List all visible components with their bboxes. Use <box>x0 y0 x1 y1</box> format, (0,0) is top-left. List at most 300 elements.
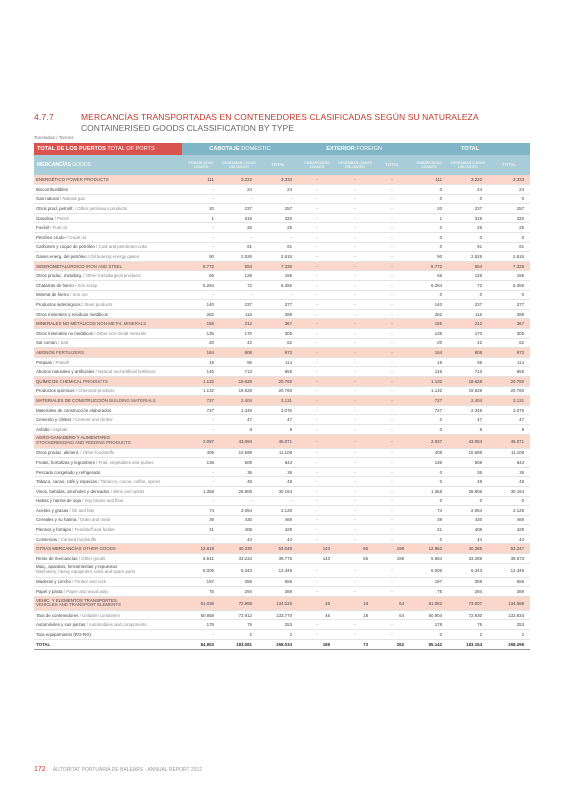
value-cell: - <box>298 376 336 386</box>
value-cell: - <box>298 252 336 262</box>
value-cell: - <box>298 486 336 496</box>
value-cell: 0 <box>410 194 448 204</box>
value-cell: 858 <box>488 367 530 377</box>
value-cell: 72.959 <box>220 596 258 610</box>
row-label-spanish: Fueloil <box>36 225 49 231</box>
row-label-spanish: Vinos, bebidas, alcoholes y derivados <box>36 488 110 494</box>
total-value-cell: 183.154 <box>448 639 488 649</box>
value-cell: 212 <box>220 319 258 329</box>
row-label-spanish: Productos químicos <box>36 388 75 394</box>
row-label-separator: / <box>73 282 78 288</box>
value-cell: 727 <box>182 396 220 406</box>
value-cell: 164 <box>182 348 220 358</box>
goods-header-english: GOODS <box>72 162 91 168</box>
value-cell: 19 <box>182 357 220 367</box>
row-label <box>34 348 182 358</box>
sub-header-english: UNLOADED <box>458 165 479 169</box>
row-label-english: Natural gas <box>62 196 85 202</box>
value-cell: 39.775 <box>258 554 298 564</box>
value-cell: 6.006 <box>410 563 448 577</box>
category-row <box>34 175 530 185</box>
row-label <box>34 396 182 406</box>
value-cell: 74 <box>410 506 448 516</box>
value-cell: - <box>182 242 220 252</box>
value-cell: - <box>374 458 410 468</box>
value-cell: - <box>374 261 410 271</box>
value-cell: 33.234 <box>220 554 258 564</box>
row-label-english: Soy beans and flour <box>84 498 124 504</box>
value-cell: 2.616 <box>258 252 298 262</box>
value-cell: - <box>298 563 336 577</box>
value-cell: - <box>336 329 374 339</box>
row-label-english: Oil bearing energy gases <box>90 254 140 260</box>
value-cell: - <box>336 587 374 597</box>
row-label-spanish: Biocombustibles <box>36 186 68 192</box>
value-cell: 6.284 <box>182 281 220 291</box>
value-cell: 72 <box>220 281 258 291</box>
category-row <box>34 544 530 554</box>
value-cell: - <box>298 396 336 406</box>
value-cell: - <box>336 458 374 468</box>
value-cell: 0 <box>410 233 448 243</box>
value-cell: 155 <box>410 319 448 329</box>
value-cell: - <box>374 587 410 597</box>
value-cell: 0 <box>410 242 448 252</box>
value-cell: - <box>220 194 258 204</box>
table-row <box>34 620 530 630</box>
row-label-spanish: Cereales y su harina <box>36 517 77 523</box>
sub-header-cell <box>488 155 530 175</box>
value-cell: 143 <box>298 544 336 554</box>
sub-header-cell <box>374 155 410 175</box>
value-cell: - <box>374 515 410 525</box>
value-cell: - <box>336 563 374 577</box>
value-cell: - <box>298 300 336 310</box>
row-label-english: Feedstuff and fodder <box>74 527 116 533</box>
value-cell: 60.858 <box>182 610 220 620</box>
value-cell: 369 <box>258 587 298 597</box>
row-label <box>34 271 182 281</box>
row-label-spanish: Gasolina <box>36 215 54 221</box>
row-label-english: Paper and wood pulp <box>66 589 108 595</box>
value-cell: 0 <box>448 496 488 506</box>
value-cell: 399 <box>258 309 298 319</box>
value-cell: 212 <box>448 319 488 329</box>
value-cell: 40.285 <box>448 544 488 554</box>
value-cell: 469 <box>258 515 298 525</box>
row-label-spanish: Automóviles y sus piezas <box>36 622 86 628</box>
value-cell: 2 <box>258 630 298 640</box>
value-cell: 73.007 <box>448 596 488 610</box>
table-row <box>34 486 530 496</box>
value-cell: 178 <box>182 620 220 630</box>
value-cell: - <box>336 367 374 377</box>
value-cell: 8 <box>488 424 530 434</box>
row-label-english: Grain and meal <box>79 517 110 523</box>
row-label <box>34 213 182 223</box>
value-cell: - <box>374 415 410 425</box>
value-cell: 320 <box>258 213 298 223</box>
value-cell: 1.132 <box>410 376 448 386</box>
value-cell: - <box>298 405 336 415</box>
value-cell: - <box>374 486 410 496</box>
value-cell: 0 <box>410 630 448 640</box>
value-cell: 19.628 <box>220 376 258 386</box>
value-cell: 25 <box>220 223 258 233</box>
value-cell: - <box>374 525 410 535</box>
value-cell: 377 <box>258 300 298 310</box>
value-cell: 2.349 <box>220 405 258 415</box>
goods-column-header <box>34 155 182 175</box>
row-label <box>34 486 182 496</box>
row-label <box>34 357 182 367</box>
table-row <box>34 223 530 233</box>
row-label-separator: / <box>109 488 114 494</box>
value-cell: 727 <box>410 396 448 406</box>
value-cell: - <box>298 204 336 214</box>
table-row <box>34 329 530 339</box>
value-cell: 30.164 <box>488 486 530 496</box>
value-cell: 30.164 <box>258 486 298 496</box>
value-cell: 198 <box>374 544 410 554</box>
value-cell: - <box>298 223 336 233</box>
total-label: TOTAL <box>34 639 182 649</box>
value-cell: 61.036 <box>182 596 220 610</box>
value-cell: - <box>336 319 374 329</box>
value-cell: - <box>374 630 410 640</box>
value-cell: 408 <box>448 525 488 535</box>
table-row <box>34 477 530 487</box>
value-cell: - <box>336 376 374 386</box>
row-label-spanish: Asfalto <box>36 426 50 432</box>
value-cell: - <box>336 290 374 300</box>
row-label-separator: / <box>77 555 82 561</box>
value-cell: 39 <box>410 515 448 525</box>
containerised-goods-table <box>34 143 530 650</box>
value-cell: - <box>374 271 410 281</box>
value-cell: - <box>336 448 374 458</box>
value-cell: - <box>298 587 336 597</box>
value-cell: - <box>182 233 220 243</box>
value-cell: 64 <box>374 596 410 610</box>
value-cell: 3.333 <box>258 175 298 185</box>
table-main-header <box>34 143 182 155</box>
value-cell: - <box>374 223 410 233</box>
value-cell: - <box>336 415 374 425</box>
table-row <box>34 458 530 468</box>
value-cell: 134.025 <box>258 596 298 610</box>
value-cell: 49 <box>220 477 258 487</box>
value-cell: 90 <box>410 252 448 262</box>
value-cell: 429 <box>258 525 298 535</box>
row-label-spanish: Otros prod. petrolif. <box>36 206 74 212</box>
value-cell: - <box>374 185 410 195</box>
sub-header-english: LOADED <box>193 165 209 169</box>
value-cell: 556 <box>258 577 298 587</box>
value-cell: - <box>298 448 336 458</box>
value-cell: 46 <box>298 596 336 610</box>
row-label-english: Petrol <box>57 215 69 221</box>
value-cell: 49 <box>448 477 488 487</box>
row-label <box>34 261 182 271</box>
value-cell: 237 <box>448 300 488 310</box>
value-cell: - <box>298 319 336 329</box>
table-row <box>34 213 530 223</box>
value-cell: - <box>374 290 410 300</box>
value-cell: - <box>298 506 336 516</box>
value-cell: 75 <box>448 620 488 630</box>
value-cell: - <box>258 233 298 243</box>
value-cell: 0 <box>410 477 448 487</box>
value-cell: 45.071 <box>258 434 298 448</box>
value-cell: - <box>182 467 220 477</box>
row-label <box>34 554 182 564</box>
total-value-cell: 189 <box>298 639 336 649</box>
value-cell: - <box>374 213 410 223</box>
row-label-separator: / <box>74 388 79 394</box>
table-row <box>34 415 530 425</box>
value-cell: - <box>182 477 220 487</box>
row-label-english: Unladen containers <box>82 612 120 618</box>
value-cell: - <box>336 386 374 396</box>
row-label-english: Other metallurgical products <box>85 273 141 279</box>
row-label <box>34 300 182 310</box>
table-row <box>34 496 530 506</box>
value-cell: - <box>220 290 258 300</box>
row-label <box>34 458 182 468</box>
table-row <box>34 506 530 516</box>
value-cell: 135 <box>182 329 220 339</box>
sub-header-spanish: DESEMBAR-CADAS <box>222 161 256 165</box>
value-cell: 237 <box>220 204 258 214</box>
row-label-separator: / <box>68 507 72 513</box>
row-label <box>34 329 182 339</box>
value-cell: 91 <box>258 242 298 252</box>
row-label-spanish: Piensos y forrajes <box>36 527 71 533</box>
value-cell: 253 <box>258 620 298 630</box>
category-row <box>34 376 530 386</box>
value-cell: 0 <box>488 233 530 243</box>
value-cell: 6.356 <box>258 281 298 291</box>
row-label-spanish: AGRO-GANADERO Y ALIMENTARIO <box>36 435 110 441</box>
sub-header-english: LOADED <box>421 165 437 169</box>
row-label-spanish: Otros produc. metalúrg. <box>36 273 83 279</box>
row-label-spanish: Otros produc. aliment. <box>36 450 80 456</box>
value-cell: - <box>298 338 336 348</box>
value-cell: - <box>374 477 410 487</box>
value-cell: - <box>374 396 410 406</box>
value-cell: 72 <box>448 281 488 291</box>
table-row <box>34 405 530 415</box>
sub-header-cell <box>182 155 220 175</box>
row-label <box>34 448 182 458</box>
value-cell: - <box>336 396 374 406</box>
row-label-spanish: Petróleo crudo <box>36 234 65 240</box>
value-cell: 12.349 <box>488 563 530 577</box>
value-cell: 727 <box>410 405 448 415</box>
section-number: 4.7.7 <box>34 112 54 122</box>
value-cell: 367 <box>488 319 530 329</box>
value-cell: 2.128 <box>488 506 530 516</box>
value-cell: - <box>336 194 374 204</box>
value-cell: 114 <box>488 357 530 367</box>
value-cell: 140 <box>182 300 220 310</box>
value-cell: - <box>298 477 336 487</box>
value-cell: 25 <box>488 223 530 233</box>
value-cell: 36 <box>258 467 298 477</box>
main-header-spanish: TOTAL DE LOS PUERTOS <box>37 145 106 152</box>
value-cell: 24 <box>448 185 488 195</box>
value-cell: 253 <box>488 620 530 630</box>
value-cell: 282 <box>410 309 448 319</box>
value-cell: - <box>336 357 374 367</box>
value-cell: 90 <box>182 252 220 262</box>
row-label-english: POWER PRODUCTS <box>66 177 109 183</box>
row-label-separator: / <box>79 450 83 456</box>
value-cell: 12.349 <box>258 563 298 577</box>
row-label-spanish: Papel y pasta <box>36 589 63 595</box>
value-cell: - <box>374 319 410 329</box>
group-label-english: FOREIGN <box>356 145 382 152</box>
value-cell: - <box>374 405 410 415</box>
value-cell: 195 <box>258 271 298 281</box>
value-cell: 359 <box>220 577 258 587</box>
row-label <box>34 467 182 477</box>
value-cell: 0 <box>410 496 448 506</box>
value-cell: - <box>374 338 410 348</box>
value-cell: 7.326 <box>488 261 530 271</box>
row-label-spanish: Maq., aparatos, herramientas y repuestos <box>36 564 118 570</box>
value-cell: 20.760 <box>488 386 530 396</box>
table-row <box>34 424 530 434</box>
row-label-separator: / <box>85 622 89 628</box>
value-cell: 808 <box>220 348 258 358</box>
value-cell: 359 <box>448 577 488 587</box>
sub-header-spanish: TOTAL <box>385 162 399 167</box>
value-cell: 178 <box>410 620 448 630</box>
value-cell: 430 <box>220 515 258 525</box>
total-value-cell: 262 <box>374 639 410 649</box>
value-cell: 399 <box>488 309 530 319</box>
value-cell: 2 <box>448 630 488 640</box>
value-cell: - <box>336 467 374 477</box>
row-label-english: Salt <box>60 340 68 346</box>
group-label-spanish: CABOTAJE <box>209 145 240 152</box>
value-cell: 644 <box>258 458 298 468</box>
row-label-spanish: Mineral de hierro <box>36 292 69 298</box>
value-cell: 294 <box>220 587 258 597</box>
row-label-english: VEHICLES AND TRANSPORT ELEMENTS <box>36 602 121 608</box>
value-cell: 111 <box>182 175 220 185</box>
value-cell: - <box>374 329 410 339</box>
table-row <box>34 281 530 291</box>
row-label <box>34 185 182 195</box>
value-cell: 409 <box>182 448 220 458</box>
row-label-separator: / <box>73 206 78 212</box>
row-label-spanish: Conservas <box>36 536 57 542</box>
row-label-english: Timber and cork <box>74 579 107 585</box>
value-cell: 0 <box>410 424 448 434</box>
value-cell: - <box>374 620 410 630</box>
value-cell: 1.132 <box>410 386 448 396</box>
total-row <box>34 639 530 649</box>
value-cell: 305 <box>488 329 530 339</box>
value-cell: 53.049 <box>258 544 298 554</box>
value-cell: - <box>298 348 336 358</box>
value-cell: 1.358 <box>410 486 448 496</box>
value-cell: - <box>298 434 336 448</box>
value-cell: - <box>336 577 374 587</box>
value-cell: 20.760 <box>488 376 530 386</box>
value-cell: - <box>336 223 374 233</box>
category-row <box>34 596 530 610</box>
row-label <box>34 424 182 434</box>
value-cell: - <box>182 185 220 195</box>
row-label <box>34 415 182 425</box>
row-label <box>34 252 182 262</box>
row-label-spanish: MATERIALES DE CONSTRUCCIÓN <box>36 397 108 403</box>
value-cell: - <box>374 563 410 577</box>
row-label <box>34 233 182 243</box>
value-cell: 2 <box>488 630 530 640</box>
value-cell: - <box>374 496 410 506</box>
value-cell: - <box>336 477 374 487</box>
value-cell: - <box>298 281 336 291</box>
value-cell: 430 <box>448 515 488 525</box>
value-cell: 43.094 <box>448 434 488 448</box>
value-cell: 1.358 <box>182 486 220 496</box>
value-cell: - <box>336 486 374 496</box>
row-label <box>34 534 182 544</box>
row-label-separator: / <box>92 330 97 336</box>
value-cell: 197 <box>410 577 448 587</box>
value-cell: - <box>336 271 374 281</box>
row-label-spanish: Sal común <box>36 340 57 346</box>
row-label <box>34 281 182 291</box>
row-label-spanish: Tara equipamiento (RO-RO) <box>36 631 91 637</box>
value-cell: 3.131 <box>258 396 298 406</box>
value-cell: - <box>336 204 374 214</box>
row-label-english: Fuel oil <box>52 225 67 231</box>
value-cell: 0 <box>488 194 530 204</box>
value-cell: 28.806 <box>448 486 488 496</box>
row-label-english: Fruit, vegetables and pulses <box>98 459 154 465</box>
value-cell: 2.097 <box>182 434 220 448</box>
value-cell: 237 <box>448 204 488 214</box>
value-cell: - <box>336 620 374 630</box>
value-cell: 49 <box>488 477 530 487</box>
row-label-spanish: Gas natural <box>36 196 59 202</box>
value-cell: 644 <box>488 458 530 468</box>
value-cell: 554 <box>448 261 488 271</box>
value-cell: - <box>298 577 336 587</box>
value-cell: 713 <box>448 367 488 377</box>
row-label-spanish: Materiales de construcción elaborados <box>36 407 112 413</box>
value-cell: - <box>298 185 336 195</box>
row-label-spanish: Pescado congelado y refrigerado <box>36 469 101 475</box>
value-cell: - <box>374 233 410 243</box>
value-cell: 0 <box>410 467 448 477</box>
value-cell: 24 <box>220 185 258 195</box>
row-label-english: CHEMICAL PRODUCTS <box>59 378 108 384</box>
value-cell: 20.760 <box>258 386 298 396</box>
table-body <box>34 175 530 649</box>
value-cell: - <box>182 630 220 640</box>
value-cell: 1.132 <box>182 376 220 386</box>
value-cell: 43.094 <box>220 434 258 448</box>
value-cell: 237 <box>220 300 258 310</box>
table-row <box>34 357 530 367</box>
